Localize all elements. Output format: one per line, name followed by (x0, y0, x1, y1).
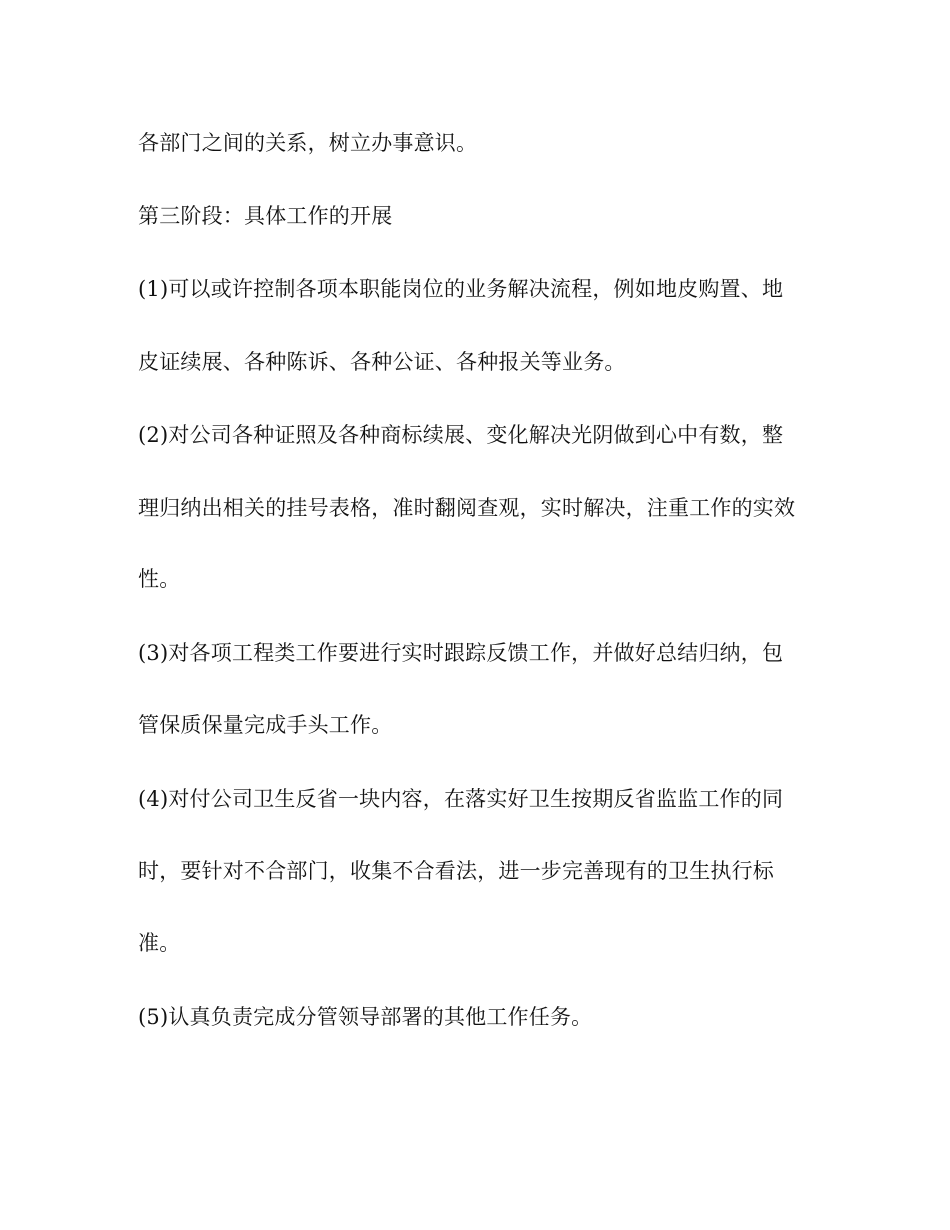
text-line: 皮证续展、各种陈诉、各种公证、各种报关等业务。 (138, 350, 626, 374)
text-line: (1)可以或许控制各项本职能岗位的业务解决流程，例如地皮购置、地 (138, 277, 784, 301)
text-line: (2)对公司各种证照及各种商标续展、变化解决光阴做到心中有数，整 (138, 423, 784, 447)
text-line: (5)认真负责完成分管领导部署的其他工作任务。 (138, 1005, 593, 1029)
text-line: 理归纳出相关的挂号表格，准时翻阅查观，实时解决，注重工作的实效 (138, 496, 796, 520)
text-line: 管保质保量完成手头工作。 (138, 713, 393, 737)
text-line: (3)对各项工程类工作要进行实时跟踪反馈工作，并做好总结归纳，包 (138, 641, 784, 665)
text-line: 各部门之间的关系，树立办事意识。 (138, 131, 478, 155)
section-heading: 第三阶段：具体工作的开展 (138, 204, 393, 228)
text-line: 准。 (138, 931, 181, 955)
text-line: (4)对付公司卫生反省一块内容，在落实好卫生按期反省监监工作的同 (138, 787, 784, 811)
text-line: 时，要针对不合部门，收集不合看法，进一步完善现有的卫生执行标 (138, 859, 774, 883)
text-line: 性。 (138, 567, 181, 591)
